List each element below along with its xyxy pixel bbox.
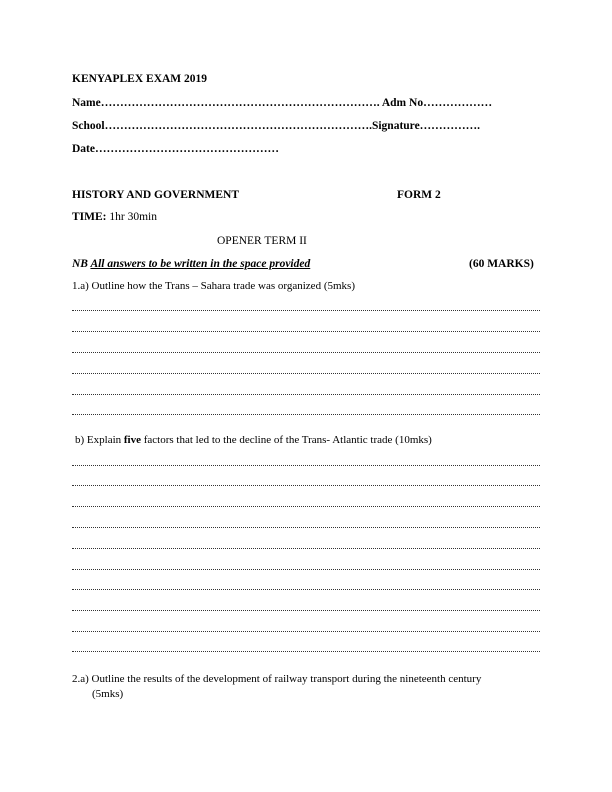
- question-2a: 2.a) Outline the results of the development of railway transport during the nineteenth century: [72, 673, 482, 685]
- answer-line[interactable]: [72, 527, 540, 528]
- answer-line[interactable]: [72, 352, 540, 353]
- answer-line[interactable]: [72, 631, 540, 632]
- time-value: 1hr 30min: [109, 211, 157, 223]
- question-2a-marks: (5mks): [92, 688, 124, 700]
- answer-line[interactable]: [72, 331, 540, 332]
- name-adm-line: Name………………………………………………………………. Adm No………………: [72, 97, 493, 109]
- question-1b-start: b) Explain: [75, 434, 124, 446]
- answer-line[interactable]: [72, 569, 540, 570]
- question-1b: [75, 434, 432, 446]
- instructions-line: [72, 258, 310, 270]
- answer-line[interactable]: [72, 373, 540, 374]
- answer-line[interactable]: [72, 548, 540, 549]
- answer-line[interactable]: [72, 394, 540, 395]
- total-marks: (60 MARKS): [469, 258, 534, 270]
- time-label: TIME:: [72, 211, 107, 223]
- nb-label: NB: [72, 258, 88, 270]
- answer-line[interactable]: [72, 414, 540, 415]
- answer-line[interactable]: [72, 610, 540, 611]
- answer-line[interactable]: [72, 485, 540, 486]
- answer-line[interactable]: [72, 310, 540, 311]
- instruction-text: All answers to be written in the space provided: [90, 258, 311, 270]
- answer-line[interactable]: [72, 465, 540, 466]
- question-1a: 1.a) Outline how the Trans – Sahara trade was organized (5mks): [72, 280, 355, 292]
- answer-line[interactable]: [72, 651, 540, 652]
- exam-title: KENYAPLEX EXAM 2019: [72, 73, 208, 85]
- term-label: OPENER TERM II: [217, 235, 307, 247]
- question-1b-emphasis: five: [123, 434, 141, 446]
- answer-line[interactable]: [72, 506, 540, 507]
- answer-line[interactable]: [72, 589, 540, 590]
- question-1b-end: factors that led to the decline of the Trans- Atlantic trade (10mks): [141, 434, 432, 446]
- date-line: Date…………………………………………: [72, 143, 279, 155]
- subject-title: HISTORY AND GOVERNMENT: [72, 189, 240, 201]
- school-signature-line: School…………………………………………………………….Signature…………….: [72, 120, 481, 132]
- time-line: [72, 211, 157, 223]
- form-label: FORM 2: [397, 189, 441, 201]
